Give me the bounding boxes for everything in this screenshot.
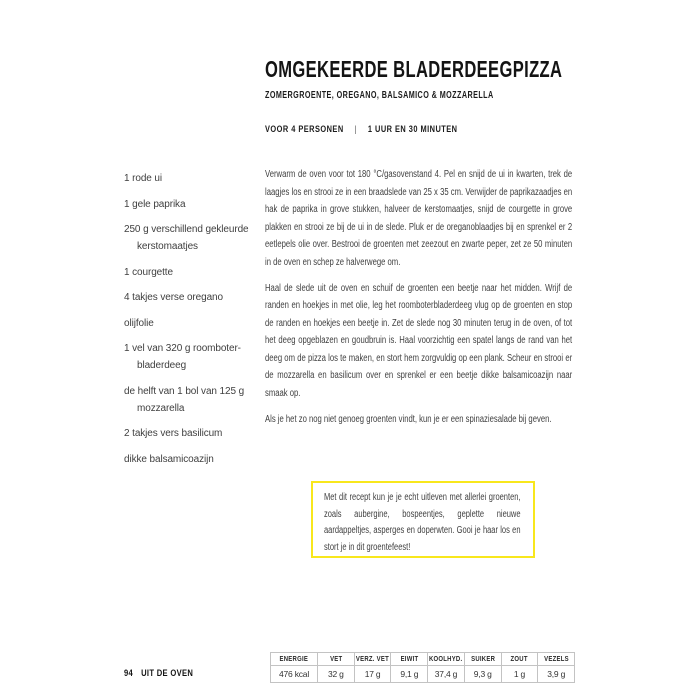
nutrition-header-text: EIWIT (400, 655, 419, 663)
nutrition-header-cell (390, 653, 427, 666)
ingredient-item: 250 g verschillend gekleurde kerstomaatjes (124, 224, 249, 252)
instruction-paragraph: Haal de slede uit de oven en schuif de groenten een beetje naar het midden. Wrijf de randen en hoekjes in met olie, leg het roomboterbladerdeeg vlug op de groenten en stop de randen en hoekjes een beetje in. Zet de slede nog 30 minuten terug in de oven, of tot het deeg opgeblazen en goudbruin is. Haal voorzichtig een spatel langs de rand van het deeg om de pizza los te maken, en stort hem zorgvuldig op een plank. Scheur en strooi er de mozzarella en basilicum over en sprenkel er een beetje dikke balsamicoazijn naar smaak op. (265, 282, 573, 399)
recipe-title-text: OMGEKEERDE BLADERDEEGPIZZA (265, 56, 563, 82)
ingredient-item: 4 takjes verse oregano (124, 292, 223, 303)
tip-text-block (324, 490, 521, 556)
recipe-header (265, 56, 585, 135)
time-label: 1 UUR EN 30 MINUTEN (367, 124, 458, 135)
ingredient-item: olijfolie (124, 317, 154, 329)
tip-text: Met dit recept kun je je echt uitleven met allerlei groenten, zoals aubergine, bospeentjes, geplette nieuwe aardappeltjes, asperges en doperwten. Gooi je haar los en stort je in dit groentefeest! (324, 492, 521, 553)
ingredient-item: 2 takjes vers basilicum (124, 428, 223, 439)
ingredient-item: 1 rode ui (124, 173, 163, 184)
instructions-column (265, 166, 665, 437)
nutrition-value-cell: 32 g (317, 666, 354, 682)
nutrition-header-cell (271, 653, 317, 666)
recipe-subtitle (265, 90, 585, 101)
nutrition-header-cell (537, 653, 574, 666)
tip-box (311, 481, 535, 558)
page-footer-text (124, 668, 193, 679)
nutrition-header-text: ENERGIE (279, 655, 309, 663)
servings-label: VOOR 4 PERSONEN (265, 124, 344, 135)
nutrition-header-text: VEZELS (543, 655, 569, 663)
nutrition-value-cell: 1 g (501, 666, 538, 682)
nutrition-value-cell: 3,9 g (537, 666, 574, 682)
nutrition-header-text: SUIKER (470, 655, 495, 663)
ingredient-item: 1 vel van 320 g roomboter-bladerdeeg (124, 343, 241, 371)
nutrition-header-cell (317, 653, 354, 666)
ingredient-item: 1 courgette (124, 266, 173, 278)
nutrition-header-text: VET (329, 655, 343, 663)
instruction-paragraph: Als je het zo nog niet genoeg groenten vindt, kun je er een spinaziesalade bij geven. (265, 413, 552, 425)
nutrition-header-text: KOOLHYD. (429, 655, 463, 663)
page-footer (124, 668, 210, 679)
nutrition-header-text: ZOUT (510, 655, 529, 663)
recipe-title (265, 56, 585, 82)
nutrition-value-cell: 9,3 g (464, 666, 501, 682)
page-number: 94 (124, 668, 134, 679)
ingredient-item: 1 gele paprika (124, 198, 186, 210)
nutrition-value-cell: 17 g (354, 666, 391, 682)
instructions-text-block (265, 166, 572, 428)
chapter-label: UIT DE OVEN (141, 668, 194, 679)
nutrition-header-cell (427, 653, 464, 666)
nutrition-value-cell: 37,4 g (427, 666, 464, 682)
nutrition-value-cell: 9,1 g (390, 666, 427, 682)
nutrition-table (270, 652, 575, 683)
ingredients-list (124, 170, 266, 476)
recipe-subtitle-text: ZOMERGROENTE, OREGANO, BALSAMICO & MOZZARELLA (265, 90, 494, 101)
nutrition-value-cell: 476 kcal (278, 669, 310, 679)
nutrition-header-cell (354, 653, 391, 666)
recipe-meta-line (265, 124, 512, 135)
nutrition-header-cell (501, 653, 538, 666)
recipe-meta-text (265, 124, 458, 135)
ingredient-item: dikke balsamicoazijn (124, 453, 214, 465)
nutrition-header-cell (464, 653, 501, 666)
instruction-paragraph: Verwarm de oven voor tot 180 °C/gasovenstand 4. Pel en snijd de ui in kwarten, trek de laagjes los en strooi ze in een braadslede van 25 x 35 cm. Verwijder de paprikazaadjes en hak de paprika in grove stukken, halveer de kerstomaatjes, snijd de courgette in grove plakken en strooi ze bij de ui in de slede. Pluk er de oreganoblaadjes bij en sprenkel er 2 eetlepels olie over. Bestrooi de groenten met zeezout en zwarte peper, zet ze 50 minuten in de oven en schep ze halverwege om. (265, 169, 573, 268)
ingredient-item: de helft van 1 bol van 125 g mozzarella (124, 385, 245, 414)
meta-separator: | (354, 124, 357, 135)
nutrition-header-text: VERZ. VET (356, 655, 390, 663)
